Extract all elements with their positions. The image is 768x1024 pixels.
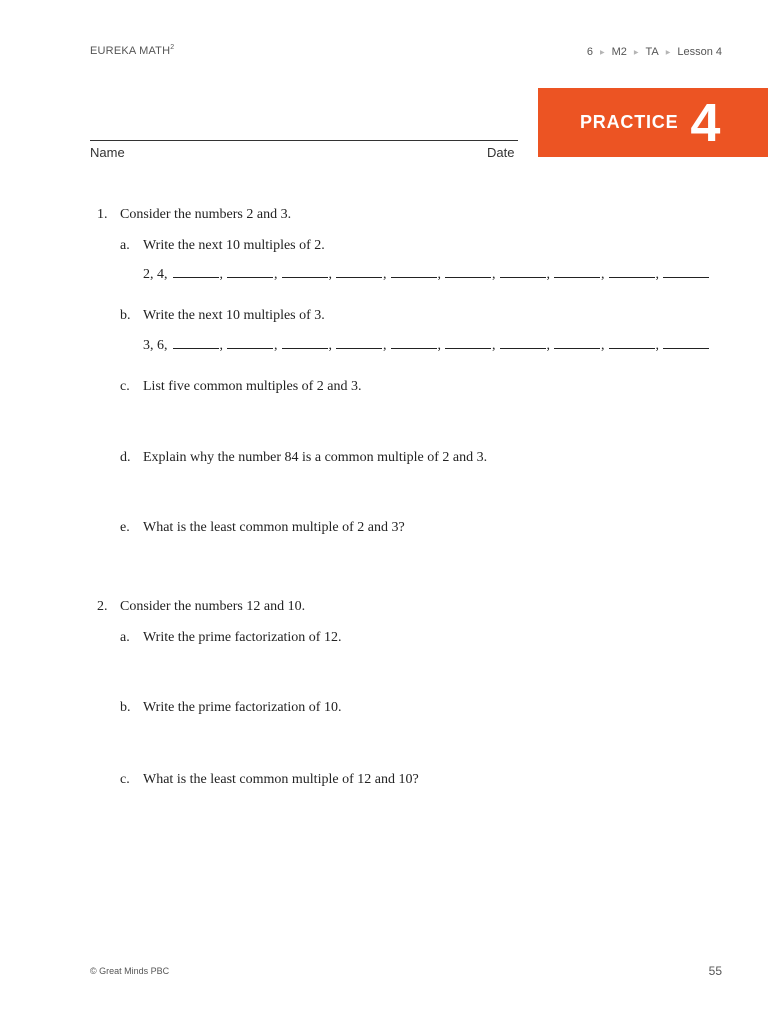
answer-blank[interactable] xyxy=(391,265,437,278)
part-text: What is the least common multiple of 2 and 3? xyxy=(143,520,405,535)
part-letter: a. xyxy=(120,630,130,645)
answer-blank[interactable] xyxy=(173,336,219,349)
question-number: 1. xyxy=(97,207,108,222)
practice-number: 4 xyxy=(690,92,721,153)
part-text: Write the prime factorization of 12. xyxy=(143,630,342,645)
answer-blank[interactable] xyxy=(336,336,382,349)
comma-separator: , xyxy=(328,267,332,282)
comma-separator: , xyxy=(274,338,278,353)
name-date-line xyxy=(90,140,518,141)
answer-blank[interactable] xyxy=(445,336,491,349)
comma-separator: , xyxy=(274,267,278,282)
part-letter: b. xyxy=(120,308,131,323)
comma-separator: , xyxy=(492,267,496,282)
answer-blank[interactable] xyxy=(554,336,600,349)
answer-blank[interactable] xyxy=(227,336,273,349)
brand-logo-text: EUREKA MATH$^2$ xyxy=(90,44,175,57)
multiples-of-2-answer-row xyxy=(143,265,710,283)
comma-separator: , xyxy=(492,338,496,353)
copyright-text: © Great Minds PBC xyxy=(90,966,170,976)
answer-blank[interactable] xyxy=(663,336,709,349)
name-label: Name xyxy=(90,145,125,160)
breadcrumb-module: M2 xyxy=(611,46,627,58)
comma-separator: , xyxy=(383,267,387,282)
question-text: Consider the numbers 2 and 3. xyxy=(120,207,292,222)
comma-separator: , xyxy=(655,267,659,282)
practice-label: PRACTICE xyxy=(580,112,679,132)
answer-blank[interactable] xyxy=(282,265,328,278)
comma-separator: , xyxy=(546,267,550,282)
comma-separator: , xyxy=(219,338,223,353)
comma-separator: , xyxy=(219,267,223,282)
answer-blank[interactable] xyxy=(445,265,491,278)
part-text: List five common multiples of 2 and 3. xyxy=(143,379,362,394)
answer-blank[interactable] xyxy=(609,265,655,278)
multiples-of-3-answer-row xyxy=(143,336,710,354)
answer-blank[interactable] xyxy=(500,265,546,278)
breadcrumb-separator-icon: ▶ xyxy=(599,49,605,56)
part-text: Explain why the number 84 is a common multiple of 2 and 3. xyxy=(143,450,488,465)
practice-banner xyxy=(538,88,768,157)
part-letter: d. xyxy=(120,450,131,465)
comma-separator: , xyxy=(328,338,332,353)
answer-blank[interactable] xyxy=(500,336,546,349)
answer-blank[interactable] xyxy=(391,336,437,349)
page-number: 55 xyxy=(708,964,722,978)
answer-blank[interactable] xyxy=(609,336,655,349)
comma-separator: , xyxy=(437,267,441,282)
question-number: 2. xyxy=(97,599,108,614)
question-text: Consider the numbers 12 and 10. xyxy=(120,599,306,614)
breadcrumb-grade: 6 xyxy=(586,46,593,58)
part-text: Write the next 10 multiples of 2. xyxy=(143,238,325,253)
part-letter: e. xyxy=(120,520,130,535)
breadcrumb-topic: TA xyxy=(645,46,659,58)
part-text: Write the next 10 multiples of 3. xyxy=(143,308,325,323)
comma-separator: , xyxy=(601,338,605,353)
part-text: What is the least common multiple of 12 and 10? xyxy=(143,772,419,787)
comma-separator: , xyxy=(546,338,550,353)
answer-blank[interactable] xyxy=(336,265,382,278)
answer-blank[interactable] xyxy=(282,336,328,349)
breadcrumb-lesson: Lesson 4 xyxy=(677,46,722,58)
breadcrumb-separator-icon: ▶ xyxy=(633,49,639,56)
answer-blank[interactable] xyxy=(663,265,709,278)
answer-blank[interactable] xyxy=(173,265,219,278)
breadcrumb xyxy=(587,46,722,58)
answer-blank[interactable] xyxy=(227,265,273,278)
answer-prefix: 2, 4, xyxy=(143,267,168,282)
answer-blank[interactable] xyxy=(554,265,600,278)
part-letter: c. xyxy=(120,379,130,394)
comma-separator: , xyxy=(437,338,441,353)
answer-prefix: 3, 6, xyxy=(143,338,168,353)
part-letter: b. xyxy=(120,700,131,715)
breadcrumb-separator-icon: ▶ xyxy=(665,49,671,56)
comma-separator: , xyxy=(383,338,387,353)
part-letter: a. xyxy=(120,238,130,253)
part-text: Write the prime factorization of 10. xyxy=(143,700,342,715)
part-letter: c. xyxy=(120,772,130,787)
comma-separator: , xyxy=(655,338,659,353)
comma-separator: , xyxy=(601,267,605,282)
date-label: Date xyxy=(487,145,515,160)
